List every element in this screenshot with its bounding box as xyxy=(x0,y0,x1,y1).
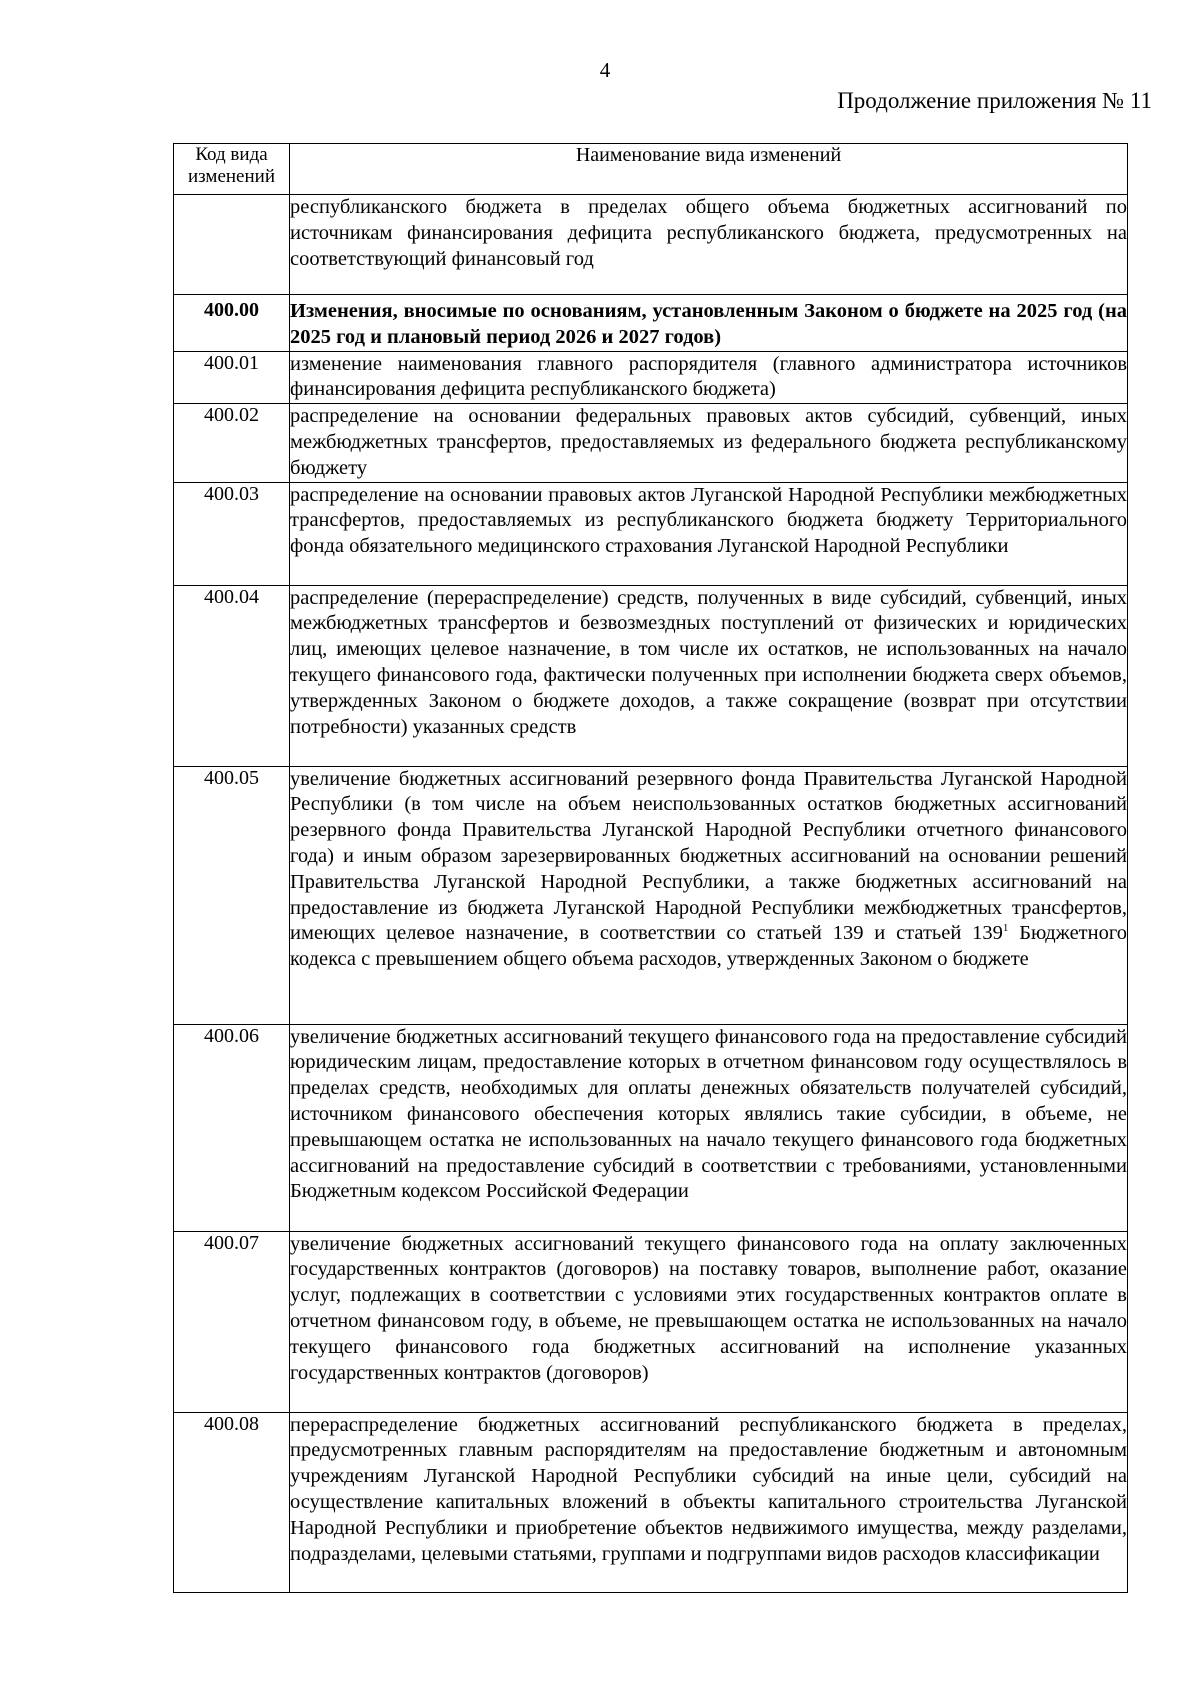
table-row xyxy=(174,585,1128,766)
table-cell-continued-text: республиканского бюджета в пределах общего объема бюджетных ассигнований по источникам финансирования дефицита республиканского бюджета, предусмотренных на соответствующий финансовый год xyxy=(290,195,1128,295)
table-cell-description: распределение (перераспределение) средств, полученных в виде субсидий, субвенций, иных межбюджетных трансфертов и безвозмездных поступлений от физических и юридических лиц, имеющих целевое назначение, в том числе их остатков, не использованных на начало текущего финансового года, фактически полученных при исполнении бюджета сверх объемов, утвержденных Законом о бюджете доходов, а также сокращение (возврат при отсутствии потребности) указанных средств xyxy=(290,585,1128,766)
table-cell-code: 400.00 xyxy=(174,295,290,352)
page-number: 4 xyxy=(599,58,611,82)
table-cell-code: 400.04 xyxy=(174,585,290,766)
table-cell-code: 400.06 xyxy=(174,1024,290,1231)
table-row-section xyxy=(174,295,1128,352)
table-row xyxy=(174,1412,1128,1592)
table-row xyxy=(174,404,1128,482)
table-cell-description: распределение на основании федеральных правовых актов субсидий, субвенций, иных межбюджетных трансфертов, предоставляемых из федерального бюджета республиканскому бюджету xyxy=(290,404,1128,482)
table-cell-code: 400.01 xyxy=(174,351,290,404)
table-row xyxy=(174,351,1128,404)
table-cell-description: увеличение бюджетных ассигнований текущего финансового года на предоставление субсидий юридическим лицам, предоставление которых в отчетном финансовом году осуществлялось в пределах средств, необходимых для оплаты денежных обязательств получателей субсидий, источником финансового обеспечения которых являлись такие субсидии, в объеме, не превышающем остатка не использованных на начало текущего финансового года бюджетных ассигнований на предоставление субсидий в соответствии с требованиями, установленными Бюджетным кодексом Российской Федерации xyxy=(290,1024,1128,1231)
table-cell-code: 400.08 xyxy=(174,1412,290,1592)
table-cell-description: увеличение бюджетных ассигнований текущего финансового года на оплату заключенных государственных контрактов (договоров) на поставку товаров, выполнение работ, оказание услуг, подлежащих в соответствии с условиями этих государственных контрактов оплате в отчетном финансовом году, в объеме, не превышающем остатка не использованных на начало текущего финансового года бюджетных ассигнований на исполнение указанных государственных контрактов (договоров) xyxy=(290,1231,1128,1412)
table-header-row xyxy=(174,144,1128,195)
table-cell-description: перераспределение бюджетных ассигнований республиканского бюджета в пределах, предусмотренных главным распорядителям на предоставление бюджетным и автономным учреждениям Луганской Народной Республики субсидий на иные цели, субсидий на осуществление капитальных вложений в объекты капитального строительства Луганской Народной Республики и приобретение объектов недвижимого имущества, между разделами, подразделами, целевыми статьями, группами и подгруппами видов расходов классификации xyxy=(290,1412,1128,1592)
column-header-code: Код вида изменений xyxy=(174,144,290,195)
table-cell-code: 400.03 xyxy=(174,482,290,585)
description-text: увеличение бюджетных ассигнований резервного фонда Правительства Луганской Народной Республики (в том числе на объем неиспользованных остатков бюджетных ассигнований резервного фонда Правительства Луганской Народной Республики отчетного финансового года) и иным образом зарезервированных бюджетных ассигнований на основании решений Правительства Луганской Народной Республики, а также бюджетных ассигнований на предоставление из бюджета Луганской Народной Республики межбюджетных трансфертов, имеющих целевое назначение, в соответствии со статьей 139 и статьей 139 xyxy=(290,767,1127,945)
table-cell-description: изменение наименования главного распорядителя (главного администратора источников финансирования дефицита республиканского бюджета) xyxy=(290,351,1128,404)
column-header-name: Наименование вида изменений xyxy=(290,144,1128,195)
table-cell-code: 400.02 xyxy=(174,404,290,482)
table-row xyxy=(174,1231,1128,1412)
appendix-continuation-label: Продолжение приложения № 11 xyxy=(837,88,1152,113)
section-heading: Изменения, вносимые по основаниям, установленным Законом о бюджете на 2025 год (на 2025 год и плановый период 2026 и 2027 годов) xyxy=(290,295,1128,352)
changes-table xyxy=(173,143,1128,1593)
table-cell-code-empty xyxy=(174,195,290,295)
footnote-superscript: 1 xyxy=(1002,922,1009,935)
table-row xyxy=(174,766,1128,1024)
table-cell-description xyxy=(290,766,1128,1024)
description-text-continued: Бюджетного кодекса с превышением общего объема расходов, утвержденных Законом о бюджете xyxy=(290,922,1128,971)
table-row xyxy=(174,1024,1128,1231)
table-row-continued xyxy=(174,195,1128,295)
table-cell-description: распределение на основании правовых актов Луганской Народной Республики межбюджетных трансфертов, предоставляемых из республиканского бюджета бюджету Территориального фонда обязательного медицинского страхования Луганской Народной Республики xyxy=(290,482,1128,585)
table-cell-code: 400.05 xyxy=(174,766,290,1024)
table-cell-code: 400.07 xyxy=(174,1231,290,1412)
table-row xyxy=(174,482,1128,585)
